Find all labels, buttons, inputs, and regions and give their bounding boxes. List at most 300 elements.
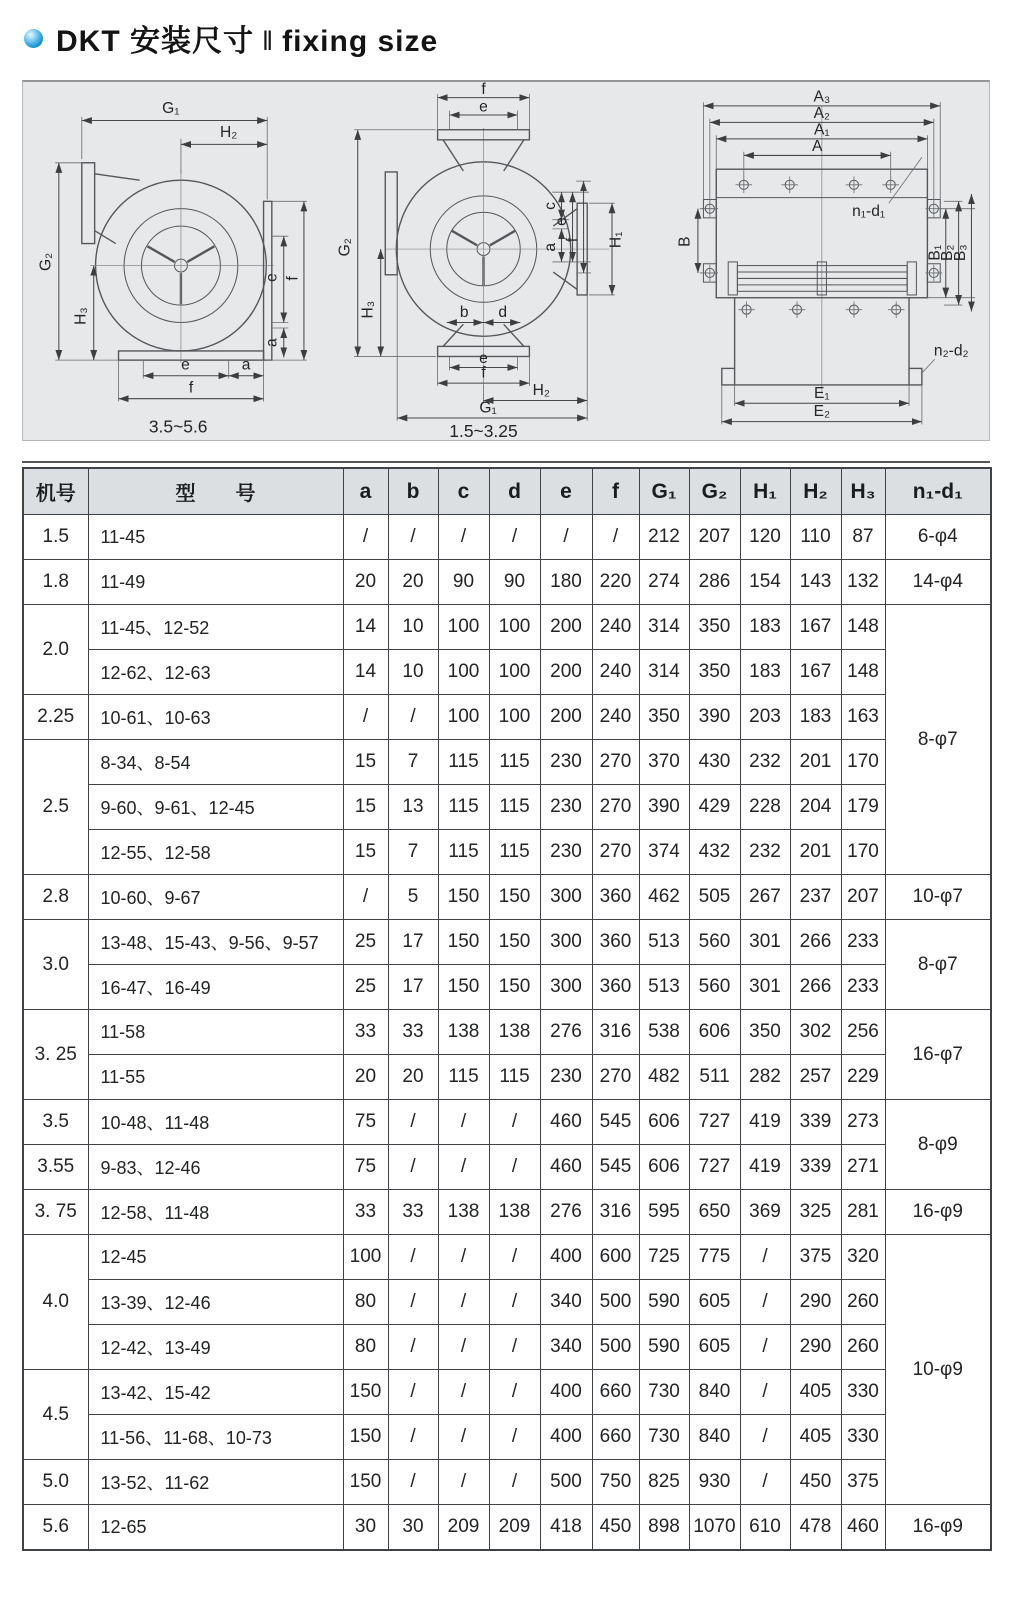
bolt-holes-cell: 10-φ9 [885, 1235, 991, 1505]
dimension-value-cell: 405 [790, 1370, 841, 1415]
header-e: e [540, 468, 592, 515]
dimension-value-cell: 138 [489, 1010, 540, 1055]
dim-label-f-bottom: f [188, 379, 194, 397]
dimension-value-cell: 590 [639, 1325, 689, 1370]
dimension-value-cell: 150 [489, 965, 540, 1010]
machine-size-cell: 5.6 [23, 1505, 88, 1551]
dimension-value-cell: 339 [790, 1100, 841, 1145]
table-row [23, 1235, 991, 1280]
header-a: a [343, 468, 388, 515]
dimension-value-cell: 930 [689, 1460, 740, 1505]
diagram-panel [22, 80, 990, 441]
dim-label-b2: B₂ [939, 244, 957, 261]
machine-size-cell: 2.25 [23, 695, 88, 740]
table-row [23, 1100, 991, 1145]
dimension-value-cell: 257 [790, 1055, 841, 1100]
dimension-value-cell: 400 [540, 1370, 592, 1415]
diagram-caption-left: 3.5~5.6 [148, 416, 208, 437]
dimension-value-cell: 201 [790, 830, 841, 875]
model-cell: 11-58 [88, 1010, 343, 1055]
dimension-value-cell: / [740, 1235, 790, 1280]
dimension-value-cell: 270 [592, 830, 639, 875]
model-cell: 11-49 [88, 560, 343, 605]
dimension-value-cell: 500 [592, 1280, 639, 1325]
table-row [23, 650, 991, 695]
dim-label-b: B [676, 236, 694, 247]
dimension-value-cell: 115 [489, 1055, 540, 1100]
dimension-value-cell: 25 [343, 965, 388, 1010]
model-cell: 8-34、8-54 [88, 740, 343, 785]
table-row [23, 1325, 991, 1370]
dimension-value-cell: / [388, 1325, 438, 1370]
dimension-value-cell: 727 [689, 1145, 740, 1190]
dimension-value-cell: 775 [689, 1235, 740, 1280]
dimension-value-cell: 233 [841, 965, 885, 1010]
dimension-value-cell: 170 [841, 740, 885, 785]
dimension-value-cell: 606 [639, 1145, 689, 1190]
table-header-row [23, 468, 991, 515]
header-g2: G₂ [689, 468, 740, 515]
bolt-holes-cell: 16-φ7 [885, 1010, 991, 1100]
dimension-value-cell: 400 [540, 1235, 592, 1280]
machine-size-cell: 1.5 [23, 515, 88, 560]
dimension-value-cell: 419 [740, 1145, 790, 1190]
dimension-value-cell: 230 [540, 740, 592, 785]
dimension-value-cell: 220 [592, 560, 639, 605]
dimension-value-cell: / [489, 1145, 540, 1190]
dimension-value-cell: / [489, 1370, 540, 1415]
dimension-value-cell: 115 [489, 785, 540, 830]
dimension-value-cell: 15 [343, 830, 388, 875]
dimension-value-cell: 115 [438, 785, 489, 830]
dimension-value-cell: 606 [689, 1010, 740, 1055]
dimension-value-cell: 120 [740, 515, 790, 560]
dimension-value-cell: 30 [388, 1505, 438, 1551]
dimension-value-cell: 232 [740, 740, 790, 785]
dimension-value-cell: 20 [388, 1055, 438, 1100]
dimension-value-cell: 150 [343, 1370, 388, 1415]
dimension-value-cell: 10 [388, 650, 438, 695]
bolt-holes-cell: 8-φ9 [885, 1100, 991, 1190]
dimension-value-cell: 350 [689, 650, 740, 695]
dimension-value-cell: 500 [592, 1325, 639, 1370]
header-h3: H₃ [841, 468, 885, 515]
table-row [23, 515, 991, 560]
dimension-value-cell: 460 [540, 1145, 592, 1190]
dimension-value-cell: 400 [540, 1415, 592, 1460]
model-cell: 12-65 [88, 1505, 343, 1551]
dimension-value-cell: 610 [740, 1505, 790, 1551]
dimension-value-cell: 138 [489, 1190, 540, 1235]
dimension-value-cell: 183 [740, 650, 790, 695]
dimension-value-cell: 750 [592, 1460, 639, 1505]
dimension-value-cell: / [438, 1415, 489, 1460]
dimension-value-cell: 90 [438, 560, 489, 605]
dimension-value-cell: / [438, 1235, 489, 1280]
dimension-value-cell: 115 [438, 1055, 489, 1100]
dimension-value-cell: 429 [689, 785, 740, 830]
dimension-value-cell: 840 [689, 1415, 740, 1460]
dimension-value-cell: / [438, 1460, 489, 1505]
header-h1: H₁ [740, 468, 790, 515]
header-c: c [438, 468, 489, 515]
header-f: f [592, 468, 639, 515]
dimension-value-cell: / [489, 515, 540, 560]
dimension-value-cell: 115 [438, 830, 489, 875]
dimension-value-cell: 179 [841, 785, 885, 830]
dimension-value-cell: 374 [639, 830, 689, 875]
dimension-value-cell: 370 [639, 740, 689, 785]
dimension-value-cell: 650 [689, 1190, 740, 1235]
dimension-value-cell: 14 [343, 605, 388, 650]
machine-size-cell: 2.8 [23, 875, 88, 920]
model-cell: 12-45 [88, 1235, 343, 1280]
dim-label-a-bottom: a [241, 356, 251, 374]
table-top-rule [22, 461, 990, 463]
dim-label-e-bottom: e [181, 356, 190, 374]
fixing-size-table [22, 467, 992, 1551]
dimension-value-cell: 316 [592, 1190, 639, 1235]
dimension-value-cell: 20 [343, 560, 388, 605]
dimension-value-cell: / [438, 1145, 489, 1190]
dim-label-g1: G₁ [478, 399, 497, 417]
machine-size-cell: 3.55 [23, 1145, 88, 1190]
dimension-value-cell: / [489, 1460, 540, 1505]
dimension-value-cell: 330 [841, 1370, 885, 1415]
dim-label-e-right: e [263, 273, 281, 282]
dim-label-f-right: f [284, 276, 302, 281]
dim-label-h2: H₂ [220, 124, 238, 142]
dimension-value-cell: 230 [540, 785, 592, 830]
dimension-value-cell: 25 [343, 920, 388, 965]
dim-label-g1: G₁ [162, 100, 180, 118]
dimension-value-cell: 730 [639, 1415, 689, 1460]
dimension-value-cell: 100 [438, 650, 489, 695]
dimension-value-cell: 390 [689, 695, 740, 740]
model-cell: 9-83、12-46 [88, 1145, 343, 1190]
dimension-value-cell: 419 [740, 1100, 790, 1145]
dimension-value-cell: / [489, 1100, 540, 1145]
dimension-value-cell: 282 [740, 1055, 790, 1100]
dimension-value-cell: 100 [489, 605, 540, 650]
table-row [23, 1190, 991, 1235]
table-row [23, 1460, 991, 1505]
dimension-value-cell: 150 [438, 965, 489, 1010]
dimension-value-cell: 20 [343, 1055, 388, 1100]
dimension-value-cell: / [592, 515, 639, 560]
dimension-value-cell: 270 [592, 785, 639, 830]
dimension-value-cell: 33 [343, 1190, 388, 1235]
bolt-holes-cell: 8-φ7 [885, 605, 991, 875]
fan-outline [385, 128, 609, 385]
dimension-value-cell: 450 [592, 1505, 639, 1551]
dimension-value-cell: 200 [540, 605, 592, 650]
dimension-value-cell: 1070 [689, 1505, 740, 1551]
dimension-value-cell: 7 [388, 830, 438, 875]
dimension-value-cell: 600 [592, 1235, 639, 1280]
dimension-value-cell: / [343, 695, 388, 740]
dimension-value-cell: 212 [639, 515, 689, 560]
dimension-value-cell: 75 [343, 1100, 388, 1145]
dimension-value-cell: / [388, 1235, 438, 1280]
dimension-value-cell: 325 [790, 1190, 841, 1235]
model-cell: 11-55 [88, 1055, 343, 1100]
dimension-value-cell: 17 [388, 920, 438, 965]
model-cell: 12-62、12-63 [88, 650, 343, 695]
dimension-value-cell: 500 [540, 1460, 592, 1505]
dimension-value-cell: 270 [592, 740, 639, 785]
dimension-value-cell: 314 [639, 605, 689, 650]
dimension-value-cell: / [438, 1100, 489, 1145]
table-row [23, 1010, 991, 1055]
dimension-value-cell: / [388, 695, 438, 740]
dimension-value-cell: 660 [592, 1415, 639, 1460]
model-cell: 10-61、10-63 [88, 695, 343, 740]
dim-label-b1: B₁ [926, 244, 944, 261]
dimension-value-cell: 232 [740, 830, 790, 875]
dimension-value-cell: / [388, 1415, 438, 1460]
table-row [23, 965, 991, 1010]
dimension-value-cell: 183 [790, 695, 841, 740]
model-cell: 12-42、13-49 [88, 1325, 343, 1370]
dimension-value-cell: 75 [343, 1145, 388, 1190]
dim-label-a1: A₁ [814, 121, 830, 139]
machine-size-cell: 1.8 [23, 560, 88, 605]
header-h2: H₂ [790, 468, 841, 515]
dimension-value-cell: 200 [540, 695, 592, 740]
dimension-value-cell: 15 [343, 785, 388, 830]
dimension-value-cell: 300 [540, 965, 592, 1010]
dimension-value-cell: 148 [841, 605, 885, 650]
dimension-value-cell: 276 [540, 1190, 592, 1235]
dim-label-f-bottom: f [480, 364, 486, 382]
dimension-value-cell: 233 [841, 920, 885, 965]
dim-label-n1d1: n₁-d₁ [852, 203, 886, 221]
dimension-value-cell: 513 [639, 920, 689, 965]
dimension-value-cell: 430 [689, 740, 740, 785]
table-row [23, 695, 991, 740]
header-model: 型 号 [88, 468, 343, 515]
dimension-value-cell: 462 [639, 875, 689, 920]
dimension-value-cell: 375 [790, 1235, 841, 1280]
dim-label-g2: G₂ [37, 252, 55, 272]
machine-size-cell: 3. 75 [23, 1190, 88, 1235]
table-body [23, 515, 991, 1551]
dimension-value-cell: 605 [689, 1325, 740, 1370]
dimension-value-cell: 432 [689, 830, 740, 875]
dimension-value-cell: 90 [489, 560, 540, 605]
dimension-value-cell: / [438, 1280, 489, 1325]
table-row [23, 830, 991, 875]
dimension-value-cell: 339 [790, 1145, 841, 1190]
header-g1: G₁ [639, 468, 689, 515]
dimension-value-cell: 606 [639, 1100, 689, 1145]
machine-size-cell: 4.5 [23, 1370, 88, 1460]
dimension-value-cell: 207 [841, 875, 885, 920]
dimension-value-cell: / [388, 1280, 438, 1325]
dimension-value-cell: 266 [790, 920, 841, 965]
machine-size-cell: 3.0 [23, 920, 88, 1010]
dimension-value-cell: 350 [689, 605, 740, 650]
title-english: fixing size [282, 25, 439, 58]
dimension-value-cell: 80 [343, 1280, 388, 1325]
dimension-value-cell: / [540, 515, 592, 560]
table-row [23, 605, 991, 650]
dimension-value-cell: 33 [343, 1010, 388, 1055]
dimension-value-cell: 545 [592, 1145, 639, 1190]
model-cell: 13-48、15-43、9-56、9-57 [88, 920, 343, 965]
dimension-value-cell: 405 [790, 1415, 841, 1460]
bolt-holes-cell: 10-φ7 [885, 875, 991, 920]
dimension-value-cell: 170 [841, 830, 885, 875]
bolt-holes-cell: 16-φ9 [885, 1190, 991, 1235]
dimension-value-cell: 274 [639, 560, 689, 605]
dimension-value-cell: 150 [343, 1460, 388, 1505]
dimension-value-cell: 228 [740, 785, 790, 830]
dimension-value-cell: 240 [592, 695, 639, 740]
dimension-value-cell: / [489, 1415, 540, 1460]
dimension-value-cell: / [343, 515, 388, 560]
dim-label-e-top: e [478, 98, 488, 116]
dimension-value-cell: 301 [740, 920, 790, 965]
dimension-value-cell: 237 [790, 875, 841, 920]
dimension-value-cell: 350 [639, 695, 689, 740]
table-row [23, 1415, 991, 1460]
dimension-value-cell: / [740, 1280, 790, 1325]
dimension-value-cell: 290 [790, 1280, 841, 1325]
dimension-value-cell: 314 [639, 650, 689, 695]
bolt-holes-cell: 16-φ9 [885, 1505, 991, 1551]
table-row [23, 785, 991, 830]
title-chinese: DKT 安装尺寸 [56, 25, 254, 58]
dimension-value-cell: 100 [489, 650, 540, 695]
dimension-value-cell: 320 [841, 1235, 885, 1280]
dimension-value-cell: 330 [841, 1415, 885, 1460]
dimension-value-cell: 301 [740, 965, 790, 1010]
dimension-value-cell: / [388, 515, 438, 560]
dim-label-d-bottom: d [497, 303, 507, 321]
dimension-value-cell: 138 [438, 1190, 489, 1235]
dimension-value-cell: 240 [592, 605, 639, 650]
header-d: d [489, 468, 540, 515]
dimension-value-cell: 271 [841, 1145, 885, 1190]
dimension-value-cell: 229 [841, 1055, 885, 1100]
dimension-value-cell: 207 [689, 515, 740, 560]
dimension-value-cell: 350 [740, 1010, 790, 1055]
dimension-value-cell: 115 [489, 740, 540, 785]
dimension-value-cell: 840 [689, 1370, 740, 1415]
dimension-value-cell: 115 [438, 740, 489, 785]
model-cell: 13-52、11-62 [88, 1460, 343, 1505]
dimension-value-cell: / [489, 1325, 540, 1370]
dimension-value-cell: 460 [540, 1100, 592, 1145]
table-row [23, 1370, 991, 1415]
dimension-value-cell: 300 [540, 875, 592, 920]
dimension-value-cell: 460 [841, 1505, 885, 1551]
bolt-holes-cell: 8-φ7 [885, 920, 991, 1010]
dim-label-a2: A₂ [813, 104, 831, 122]
dimension-value-cell: 300 [540, 920, 592, 965]
dimension-value-cell: 167 [790, 650, 841, 695]
dimension-value-cell: 256 [841, 1010, 885, 1055]
dimension-value-cell: 230 [540, 1055, 592, 1100]
dimension-value-cell: / [343, 875, 388, 920]
dimension-value-cell: 340 [540, 1325, 592, 1370]
dimension-value-cell: 33 [388, 1190, 438, 1235]
table-row [23, 1505, 991, 1551]
model-cell: 10-60、9-67 [88, 875, 343, 920]
dimension-value-cell: 183 [740, 605, 790, 650]
bullet-icon [24, 29, 43, 48]
machine-size-cell: 2.5 [23, 740, 88, 875]
model-cell: 11-45 [88, 515, 343, 560]
dimension-value-cell: 230 [540, 830, 592, 875]
machine-size-cell: 5.0 [23, 1460, 88, 1505]
dim-label-f-top: f [480, 82, 486, 98]
dimension-value-cell: 260 [841, 1325, 885, 1370]
diagram-side-view [31, 82, 307, 440]
dimension-value-cell: 203 [740, 695, 790, 740]
dimension-value-cell: 150 [343, 1415, 388, 1460]
fan-outline [82, 163, 274, 363]
dim-label-e-bottom: e [478, 349, 488, 367]
dimension-value-cell: 825 [639, 1460, 689, 1505]
model-cell: 11-56、11-68、10-73 [88, 1415, 343, 1460]
dimension-value-cell: 100 [438, 605, 489, 650]
dim-label-b3: B₃ [952, 244, 970, 262]
dimensions [38, 100, 307, 401]
dimension-value-cell: 14 [343, 650, 388, 695]
dimension-value-cell: 132 [841, 560, 885, 605]
bolt-holes-cell: 6-φ4 [885, 515, 991, 560]
dimension-value-cell: 727 [689, 1100, 740, 1145]
table-row [23, 740, 991, 785]
dimension-value-cell: 538 [639, 1010, 689, 1055]
dim-label-f-right: f [563, 237, 581, 243]
dimension-value-cell: 281 [841, 1190, 885, 1235]
dim-label-c-right: c [541, 202, 559, 210]
dimension-value-cell: / [438, 1325, 489, 1370]
dimension-value-cell: / [388, 1460, 438, 1505]
dimension-value-cell: 273 [841, 1100, 885, 1145]
dim-label-g2: G₂ [335, 238, 353, 257]
dimension-value-cell: / [489, 1235, 540, 1280]
dimension-value-cell: 605 [689, 1280, 740, 1325]
dim-label-h1: H₁ [606, 231, 624, 249]
diagram-top-view [659, 82, 981, 440]
dimension-value-cell: 375 [841, 1460, 885, 1505]
dimension-value-cell: 450 [790, 1460, 841, 1505]
dimension-value-cell: 200 [540, 650, 592, 695]
dimension-value-cell: 260 [841, 1280, 885, 1325]
dimension-value-cell: 143 [790, 560, 841, 605]
dimension-value-cell: / [388, 1145, 438, 1190]
model-cell: 16-47、16-49 [88, 965, 343, 1010]
model-cell: 13-42、15-42 [88, 1370, 343, 1415]
dimension-value-cell: 163 [841, 695, 885, 740]
diagram-front-view [332, 82, 635, 440]
dimension-value-cell: 286 [689, 560, 740, 605]
diagram-caption-middle: 1.5~3.25 [448, 421, 518, 440]
dimension-value-cell: 513 [639, 965, 689, 1010]
dimension-value-cell: 17 [388, 965, 438, 1010]
dimension-value-cell: / [388, 1100, 438, 1145]
machine-size-cell: 3. 25 [23, 1010, 88, 1100]
dimension-value-cell: 201 [790, 740, 841, 785]
table-row [23, 560, 991, 605]
dimension-value-cell: / [388, 1370, 438, 1415]
dimension-value-cell: 115 [489, 830, 540, 875]
